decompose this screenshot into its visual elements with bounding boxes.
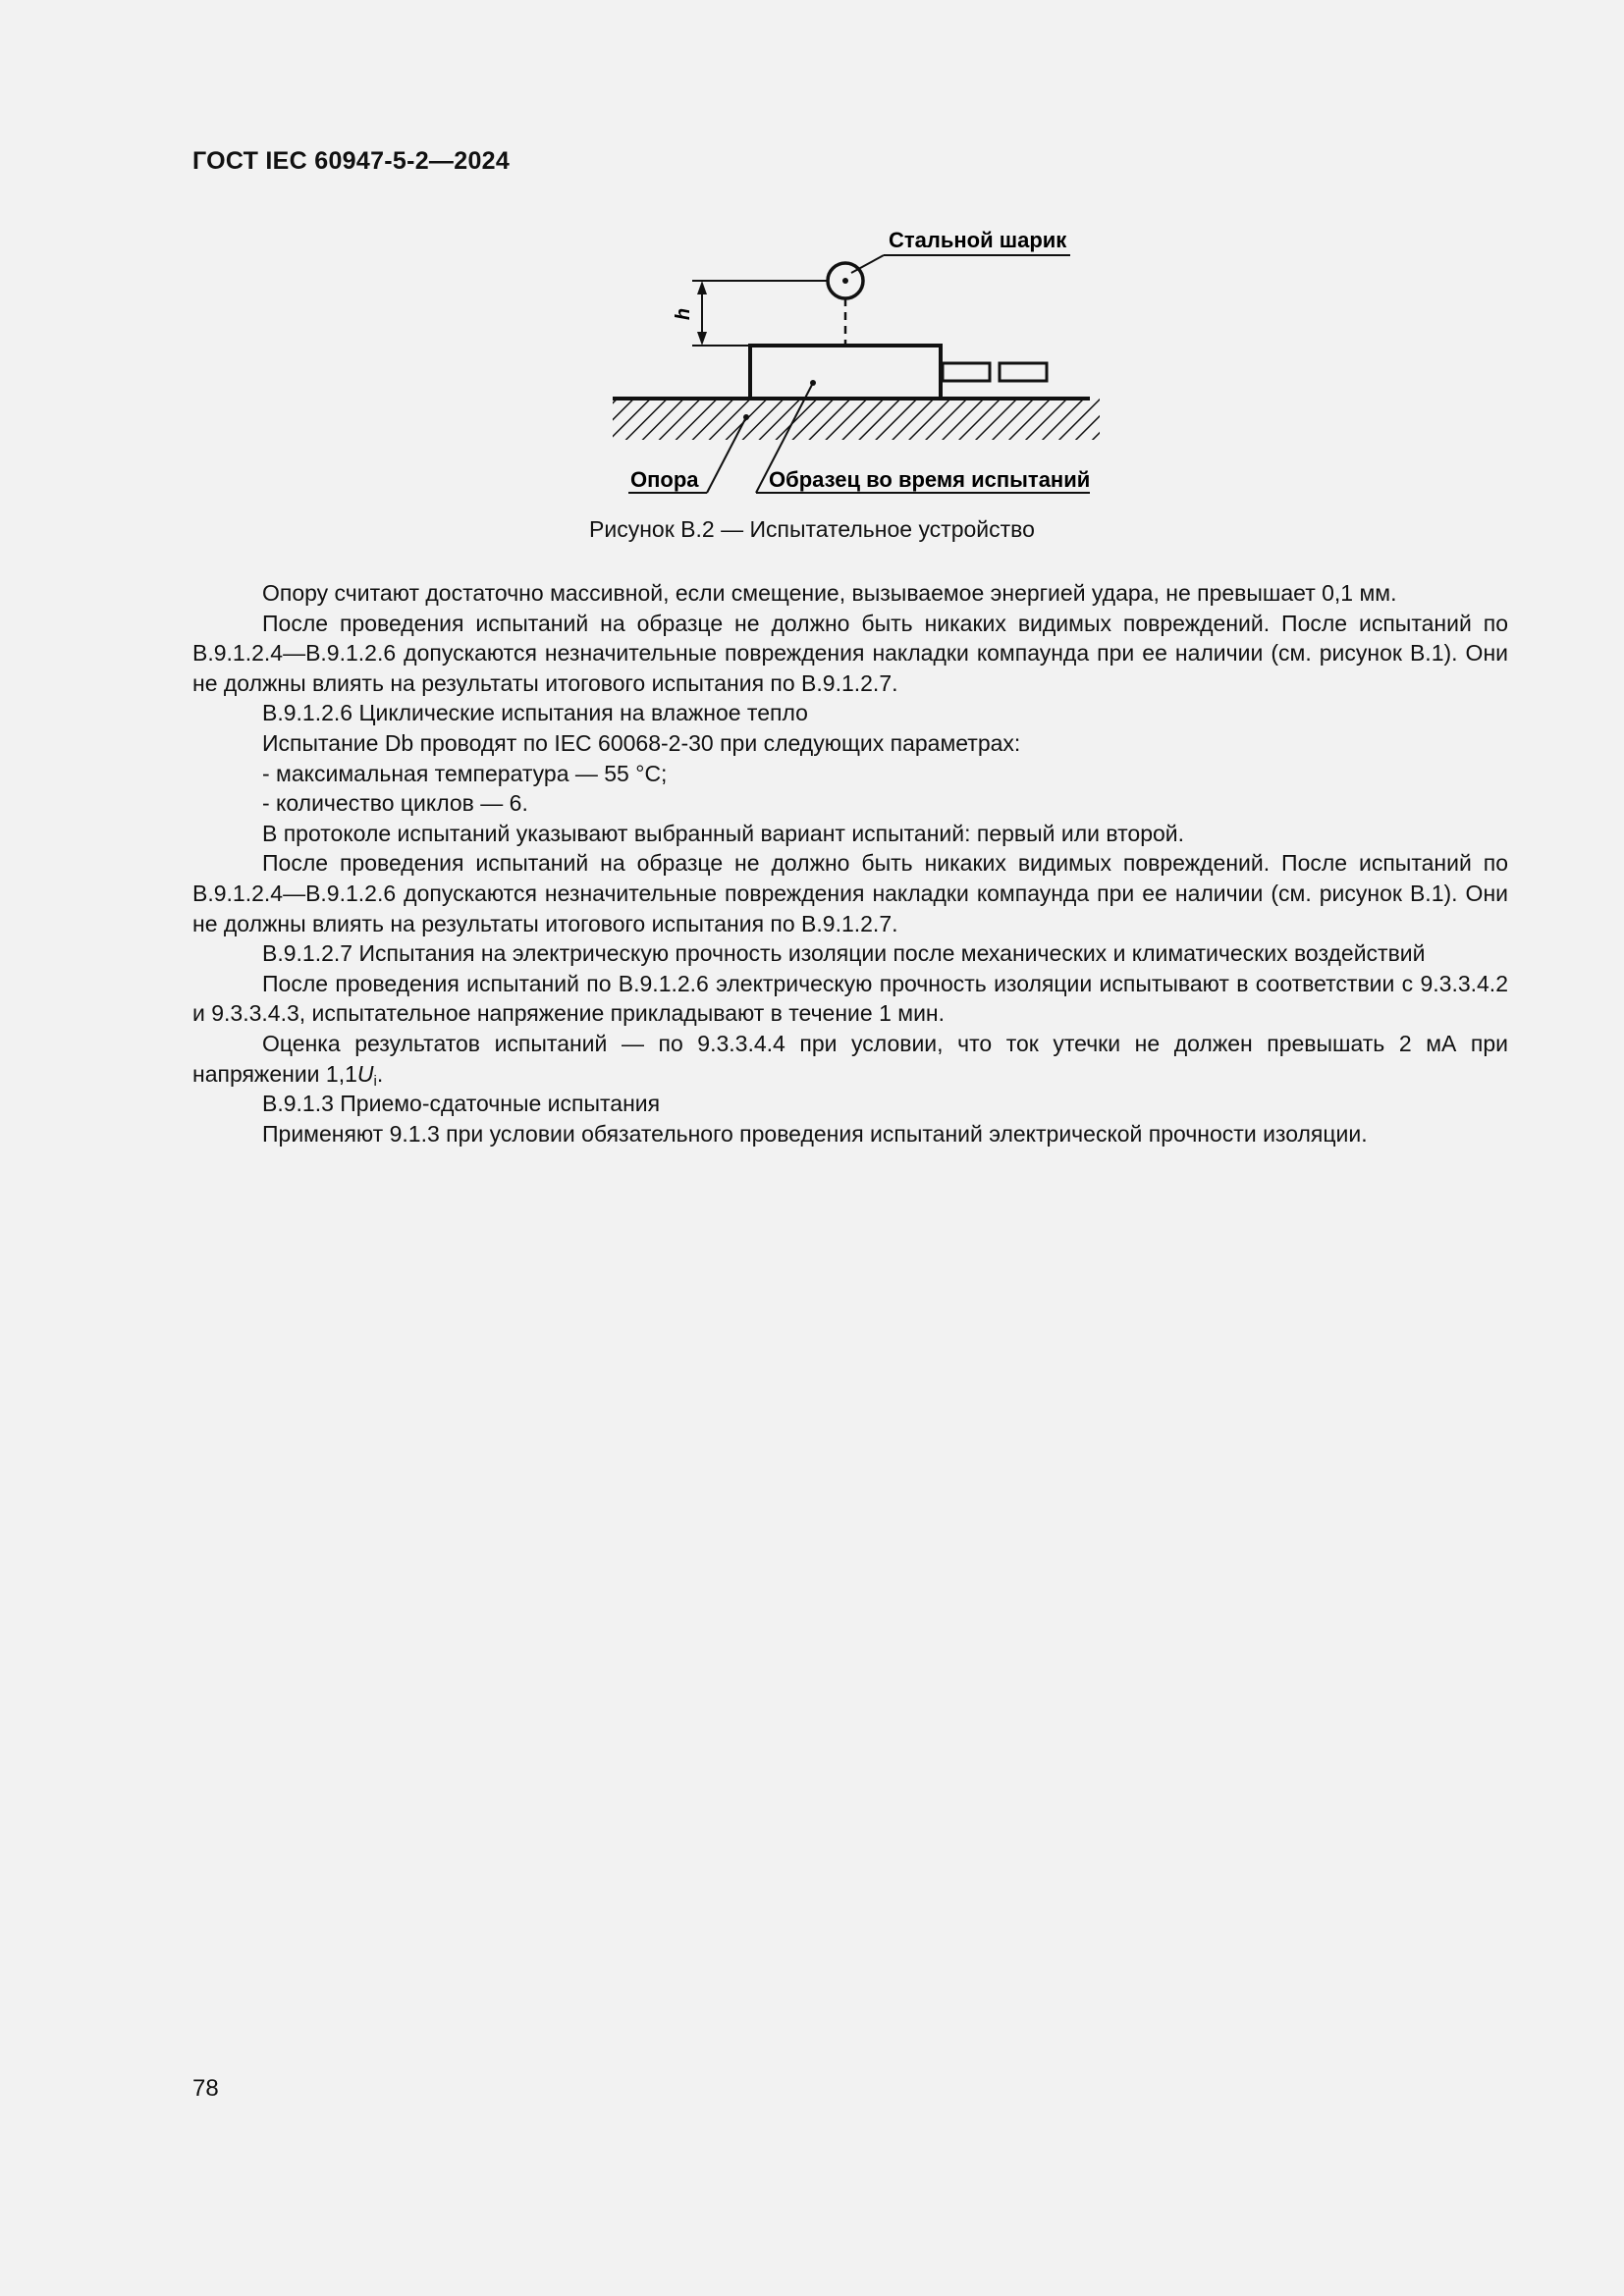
steel-ball-center (842, 278, 848, 284)
paragraph-protocol: В протоколе испытаний указывают выбранный вариант испытаний: первый или второй. (262, 820, 1185, 846)
page-number: 78 (192, 2075, 219, 2102)
ball-leader (851, 255, 884, 273)
paragraph-test-db: Испытание Db проводят по IEC 60068-2-30 при следующих параметрах: (262, 729, 1021, 756)
h-arrow-up (697, 281, 707, 294)
document-header: ГОСТ IEC 60947-5-2—2024 (192, 147, 511, 175)
figure-caption: Рисунок В.2 — Испытательное устройство (589, 516, 1035, 542)
body-text (192, 578, 1508, 1148)
evaluation-text: Оценка результатов испытаний — по 9.3.3.4.4 при условии, что ток утечки не должен превышать 2 мА при напряжении 1,1 (192, 1030, 1508, 1087)
test-device-figure (599, 216, 1110, 515)
h-arrow-down (697, 332, 707, 346)
support-label: Опора (630, 467, 699, 492)
paragraph-damage-1: После проведения испытаний на образце не должно быть никаких видимых повреждений. После испытаний по В.9.1.2.4—В.9.1.2.6 допускаются незначительные повреждения накладки компаунда при ее наличии (см. рисунок В.1). Они не должны влиять на результаты итогового испытания по В.9.1.2.7. (192, 610, 1508, 696)
voltage-symbol: U (356, 1060, 374, 1087)
test-device-diagram (599, 216, 1110, 510)
paragraph-evaluation (192, 1029, 1508, 1089)
paragraph-dielectric: После проведения испытаний по В.9.1.2.6 электрическую прочность изоляции испытывают в соответствии с 9.3.3.4.2 и 9.3.3.4.3, испытательное напряжение прикладывают в течение 1 мин. (192, 970, 1508, 1027)
h-label: h (673, 307, 694, 321)
sample-block (750, 346, 941, 399)
list-item-temperature: - максимальная температура — 55 °С; (262, 760, 668, 786)
section-heading-b913: В.9.1.3 Приемо-сдаточные испытания (262, 1091, 661, 1117)
voltage-subscript: i (373, 1072, 377, 1090)
ball-label: Стальной шарик (889, 228, 1067, 252)
list-item-cycles: - количество циклов — 6. (262, 790, 528, 817)
sample-label: Образец во время испытаний (769, 467, 1091, 492)
section-heading-b9127: В.9.1.2.7 Испытания на электрическую прочность изоляции после механических и климатических воздействий (262, 940, 1426, 967)
paragraph-support: Опору считают достаточно массивной, если смещение, вызываемое энергией удара, не превышает 0,1 мм. (262, 580, 1397, 606)
paragraph-damage-2: После проведения испытаний на образце не должно быть никаких видимых повреждений. После испытаний по В.9.1.2.4—В.9.1.2.6 допускаются незначительные повреждения накладки компаунда при ее наличии (см. рисунок В.1). Они не должны влиять на результаты итогового испытания по В.9.1.2.7. (192, 850, 1508, 936)
section-heading-b9126: В.9.1.2.6 Циклические испытания на влажное тепло (262, 700, 808, 726)
paragraph-acceptance: Применяют 9.1.3 при условии обязательного проведения испытаний электрической прочности изоляции. (262, 1120, 1368, 1147)
support-hatching (613, 399, 1100, 440)
evaluation-end: . (376, 1060, 384, 1087)
cable-segment-1 (943, 363, 990, 381)
cable-segment-2 (1000, 363, 1047, 381)
